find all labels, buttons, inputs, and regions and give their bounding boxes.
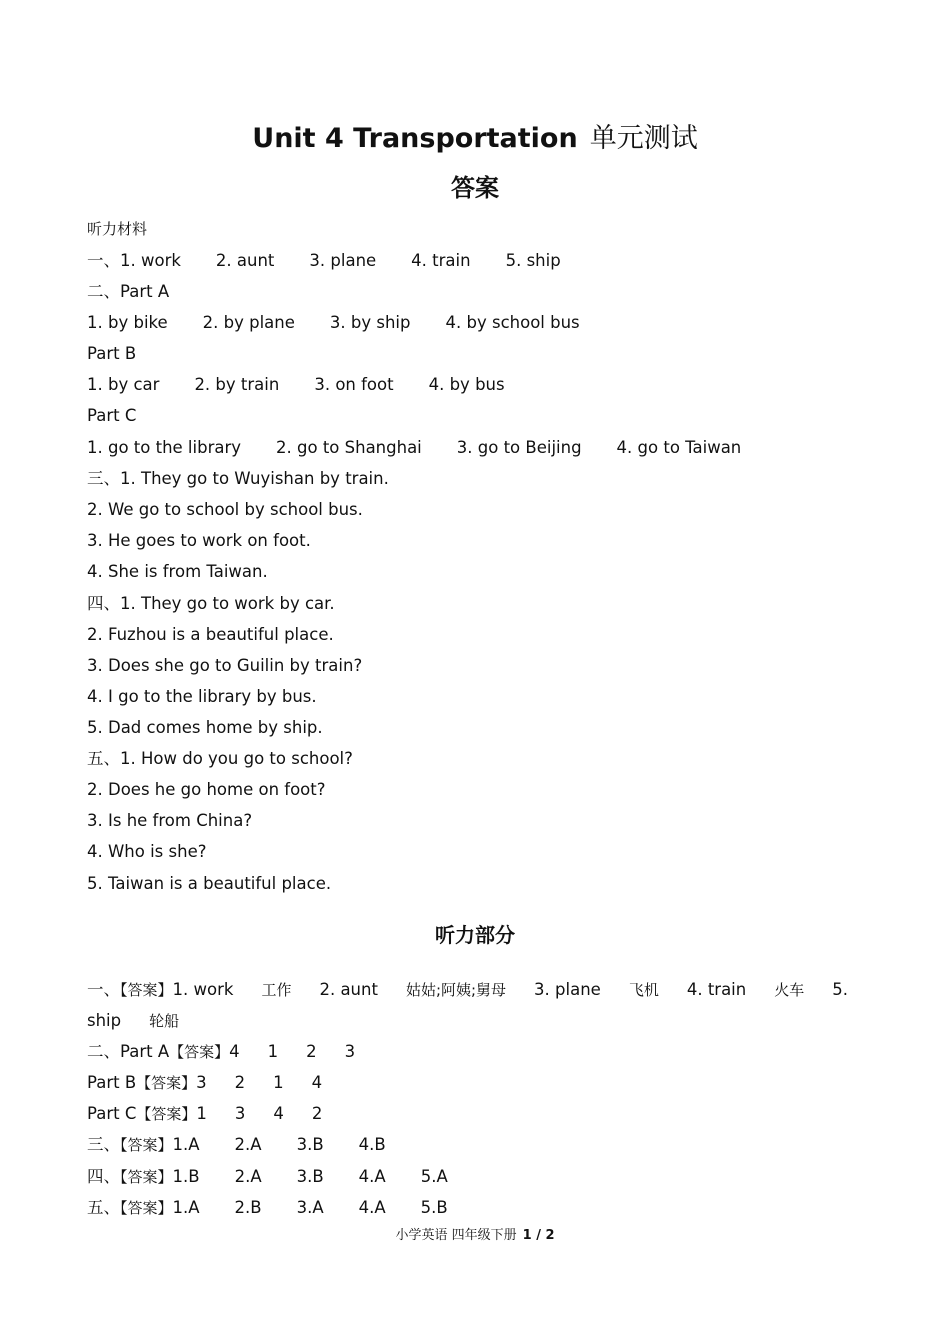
material-s3-line-3: 3. He goes to work on foot. xyxy=(87,531,311,550)
page-title xyxy=(0,120,950,158)
material-s3-line-4: 4. She is from Taiwan. xyxy=(87,562,268,581)
title-en: Unit 4 Transportation xyxy=(252,123,578,154)
material-s2-partA-label: 二、Part A xyxy=(87,282,170,301)
page-footer xyxy=(0,1226,950,1246)
section-label-listening-material: 听力材料 xyxy=(87,220,148,238)
title-zh: 单元测试 xyxy=(589,123,698,154)
material-s4-line-3: 3. Does she go to Guilin by train? xyxy=(87,656,363,675)
material-s4-line-2: 2. Fuzhou is a beautiful place. xyxy=(87,625,334,644)
material-s4-line-4: 4. I go to the library by bus. xyxy=(87,687,317,706)
material-s4-line-5: 5. Dad comes home by ship. xyxy=(87,718,323,737)
material-s2-partB-label: Part B xyxy=(87,344,137,363)
material-s5-line-5: 5. Taiwan is a beautiful place. xyxy=(87,874,332,893)
material-s1: 一、1. work 2. aunt 3. plane 4. train 5. ship xyxy=(87,251,561,270)
material-s2-partC-items: 1. go to the library 2. go to Shanghai 3. go to Beijing 4. go to Taiwan xyxy=(87,438,742,457)
material-s5-line-3: 3. Is he from China? xyxy=(87,811,253,830)
answer-s1: 一、【答案】1. work 工作 2. aunt 姑姑;阿姨;舅母 3. plane 飞机 4. train 火车 5. xyxy=(87,980,848,999)
material-s5-line-4: 4. Who is she? xyxy=(87,842,207,861)
answer-s1-wrap: ship 轮船 xyxy=(87,1011,180,1030)
section-heading-listening-part: 听力部分 xyxy=(435,923,515,947)
answer-s2-partC: Part C【答案】1 3 4 2 xyxy=(87,1104,323,1123)
material-s5-line-1: 五、1. How do you go to school? xyxy=(87,749,353,768)
page-subtitle: 答案 xyxy=(451,174,499,202)
answer-s2-partB: Part B【答案】3 2 1 4 xyxy=(87,1073,323,1092)
answer-s4: 四、【答案】1.B 2.A 3.B 4.A 5.A xyxy=(87,1167,448,1186)
material-s2-partC-label: Part C xyxy=(87,406,137,425)
answer-s3: 三、【答案】1.A 2.A 3.B 4.B xyxy=(87,1135,386,1154)
footer-text: 小学英语 四年级下册 xyxy=(395,1228,517,1243)
material-s4-line-1: 四、1. They go to work by car. xyxy=(87,594,335,613)
material-s2-partB-items: 1. by car 2. by train 3. on foot 4. by bus xyxy=(87,375,505,394)
material-s3-line-1: 三、1. They go to Wuyishan by train. xyxy=(87,469,389,488)
material-s5-line-2: 2. Does he go home on foot? xyxy=(87,780,326,799)
material-s3-line-2: 2. We go to school by school bus. xyxy=(87,500,363,519)
material-s2-partA-items: 1. by bike 2. by plane 3. by ship 4. by school bus xyxy=(87,313,580,332)
answer-s5: 五、【答案】1.A 2.B 3.A 4.A 5.B xyxy=(87,1198,448,1217)
page-number: 1 / 2 xyxy=(522,1228,555,1243)
answer-s2-partA: 二、Part A【答案】4 1 2 3 xyxy=(87,1042,356,1061)
